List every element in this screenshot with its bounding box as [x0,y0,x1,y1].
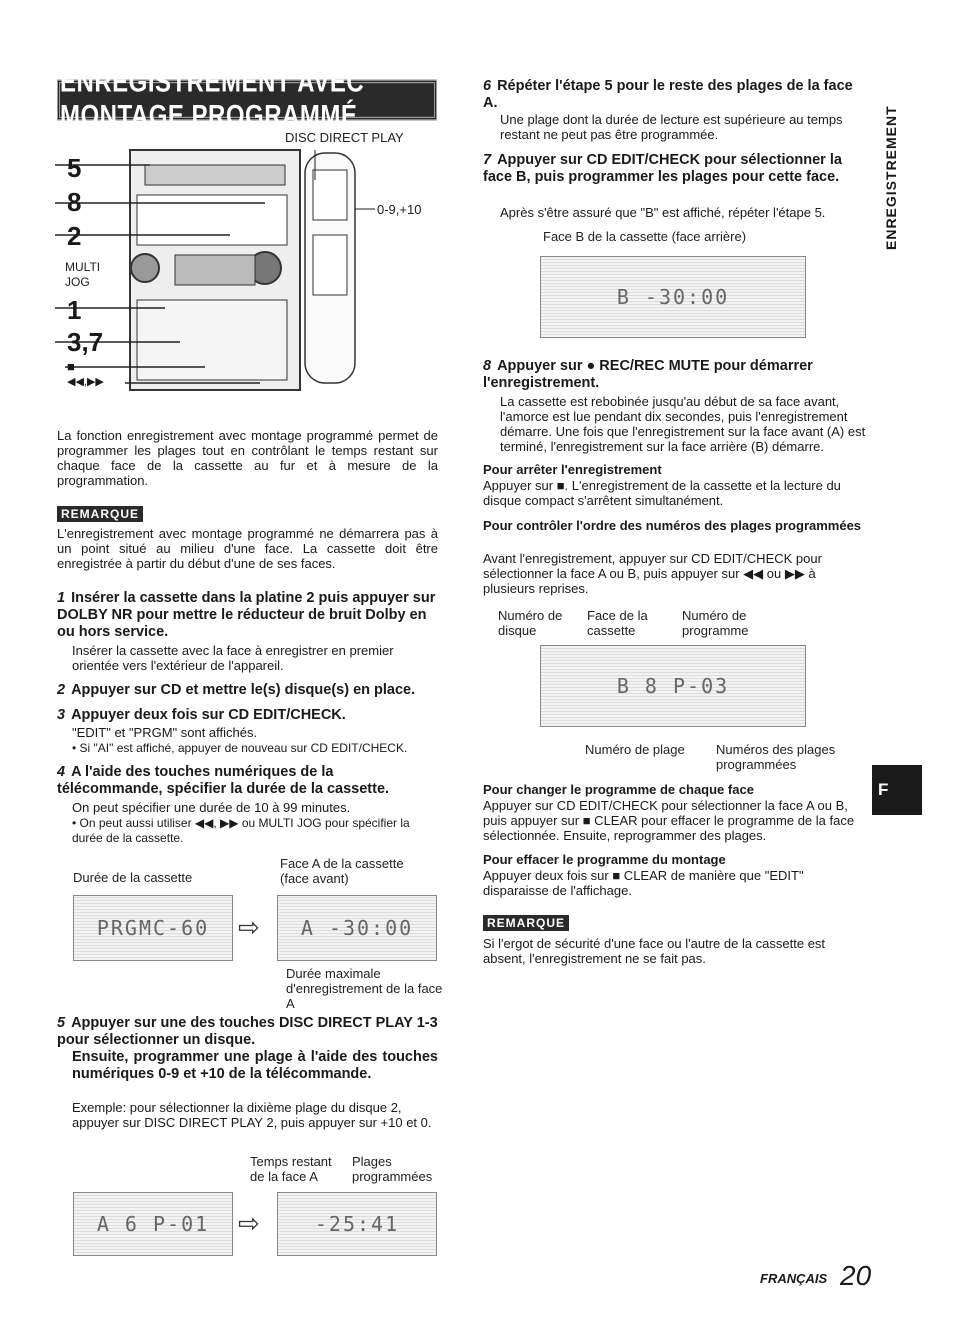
stop-symbol: ■ [67,359,75,374]
arrow-icon: ⇨ [238,912,260,942]
step-2-title [57,682,438,699]
disc-direct-play-label: DISC DIRECT PLAY [285,130,404,145]
step-1-title [57,590,438,641]
fig4-label-left: Durée de la cassette [73,870,193,885]
fig8-label-program: Numéro de programme [682,608,749,638]
language-tab: F [872,765,922,815]
step-2-number: 2 [57,682,66,698]
step-6-number: 6 [483,78,492,94]
step-5-heading: Appuyer sur une des touches DISC DIRECT PLAY 1-3 pour sélectionner un disque. [57,1015,438,1048]
step-6-title [483,78,866,112]
change-title: Pour changer le programme de chaque face [483,782,754,797]
intro-text: La fonction enregistrement avec montage programmé permet de programmer les plages tout en contrôlant le temps restant sur chaque face de la cassette au fur et à mesure de la programmation. [57,428,438,488]
page-number: 20 [840,1260,872,1291]
section-banner [57,66,437,133]
skip-symbols: ◀◀,▶▶ [67,376,104,388]
fig4-caption: Durée maximale d'enregistrement de la face A [286,966,443,1011]
erase-text: Appuyer deux fois sur ■ CLEAR de manière que "EDIT" disparaisse de l'affichage. [483,868,804,898]
fig4-label-right: Face A de la cassette (face avant) [280,856,404,886]
step-8-number: 8 [483,358,492,374]
lcd-display-check [540,645,806,727]
remarque-text-2: Si l'ergot de sécurité d'une face ou l'autre de la cassette est absent, l'enregistrement ne se fait pas. [483,936,826,966]
step-1-number: 1 [57,590,66,606]
step-7-number: 7 [483,152,492,168]
stop-rec-title: Pour arrêter l'enregistrement [483,462,662,477]
lcd-text: B -30:00 [616,285,730,309]
step-8-heading: Appuyer sur ● REC/REC MUTE pour démarrer l'enregistrement. [483,358,813,391]
callout-8: 8 [67,187,82,217]
lcd-display-face-b [540,256,806,338]
multi-jog-label: MULTI JOG [65,260,101,289]
step-4-heading: A l'aide des touches numériques de la télécommande, spécifier la durée de la cassette. [57,764,390,797]
stop-rec-text: Appuyer sur ■. L'enregistrement de la cassette et la lecture du disque compact s'arrêtent simultanément. [483,478,841,508]
fig5-label-1: Temps restant de la face A [250,1154,332,1184]
callout-5: 5 [67,153,82,183]
remarque-text-1: L'enregistrement avec montage programmé ne démarrera pas à un point situé au milieu d'une face. La cassette doit être enregistrée à partir du début d'une de ses faces. [57,526,438,571]
section-side-tab: ENREGISTREMENT [883,105,899,250]
lcd-display-remaining [277,1192,437,1256]
step-6-text: Une plage dont la durée de lecture est supérieure au temps restant ne peut pas être programmée. [500,112,843,142]
step-3-bullet: • Si "AI" est affiché, appuyer de nouveau sur CD EDIT/CHECK. [72,741,408,755]
step-1-text: Insérer la cassette avec la face à enregistrer en premier orientée vers l'extérieur de l'appareil. [72,643,394,673]
lcd-text: PRGMC-60 [96,916,210,940]
remarque-badge-2: REMARQUE [483,915,569,931]
fig8-label-disc: Numéro de disque [498,608,563,638]
step-8-text: La cassette est rebobinée jusqu'au début de sa face avant, l'amorce est lue pendant dix secondes, puis l'enregistrement démarre. Une fois que l'enregistrement sur la face avant (A) est terminé, l'enregistrement sur la face arrière (B) démarre. [500,394,866,454]
step-3-heading: Appuyer deux fois sur CD EDIT/CHECK. [71,707,346,723]
device-illustration [55,125,440,395]
step-6-heading: Répéter l'étape 5 pour le reste des plages de la face A. [483,78,853,111]
step-4-title [57,764,438,798]
device-diagram [55,125,440,395]
check-text: Avant l'enregistrement, appuyer sur CD EDIT/CHECK pour sélectionner la face A ou B, puis appuyer sur ◀◀ ou ▶▶ à plusieurs reprises. [483,551,822,596]
step-3-title [57,707,438,724]
step-5-title-2: Ensuite, programmer une plage à l'aide des touches numériques 0-9 et +10 de la télécommande. [72,1049,438,1082]
callout-1: 1 [67,295,82,325]
step-7-title [483,152,866,186]
step-5-title [57,1015,438,1049]
fig5-label-2: Plages programmées [352,1154,433,1184]
lcd-text: B 8 P-03 [616,674,730,698]
lcd-display-tape-length [73,895,233,961]
keys-label: 0-9,+10 [377,202,422,217]
step-4-number: 4 [57,764,66,780]
step-5-number: 5 [57,1015,66,1031]
fig8-label-track: Numéro de plage [585,742,685,757]
footer-language: FRANÇAIS [760,1271,828,1286]
erase-title: Pour effacer le programme du montage [483,852,726,867]
step-3-number: 3 [57,707,66,723]
lcd-display-face-a [277,895,437,961]
step-3-text: "EDIT" et "PRGM" sont affichés. [72,725,258,740]
step-7-heading: Appuyer sur CD EDIT/CHECK pour sélectionner la face B, puis programmer les plages pour cette face. [483,152,842,185]
lcd-text: -25:41 [314,1212,400,1236]
callout-2: 2 [67,221,82,251]
arrow-icon: ⇨ [238,1208,260,1238]
lcd-text: A 6 P-01 [96,1212,210,1236]
lcd-text: A -30:00 [300,916,414,940]
step-5-text: Exemple: pour sélectionner la dixième plage du disque 2, appuyer sur DISC DIRECT PLAY 2, puis appuyer sur +10 et 0. [72,1100,432,1130]
step-4-text: On peut spécifier une durée de 10 à 99 minutes. [72,800,351,815]
fig8-label-tracks: Numéros des plages programmées [716,742,836,772]
change-text: Appuyer sur CD EDIT/CHECK pour sélectionner la face A ou B, puis appuyer sur ■ CLEAR pour effacer le programme de la face sélectionnée. Ensuite, reprogrammer des plages. [483,798,855,843]
check-title: Pour contrôler l'ordre des numéros des plages programmées [483,518,862,533]
banner-title: ENREGISTREMENT AVEC MONTAGE PROGRAMMÉ [60,66,365,133]
remarque-badge-1: REMARQUE [57,506,143,522]
step-1-heading: Insérer la cassette dans la platine 2 puis appuyer sur DOLBY NR pour mettre le réducteur de bruit Dolby en ou hors service. [57,590,436,640]
step-4-bullet: • On peut aussi utiliser ◀◀, ▶▶ ou MULTI JOG pour spécifier la durée de la cassette. [72,816,410,845]
fig8-label-face: Face de la cassette [587,608,648,638]
step-7-text: Après s'être assuré que "B" est affiché, répéter l'étape 5. [500,205,826,220]
lcd-display-track [73,1192,233,1256]
step-8-title [483,358,866,392]
step-2-heading: Appuyer sur CD et mettre le(s) disque(s) en place. [71,682,416,698]
fig7-label: Face B de la cassette (face arrière) [543,229,747,244]
callout-3-7: 3,7 [67,327,104,357]
